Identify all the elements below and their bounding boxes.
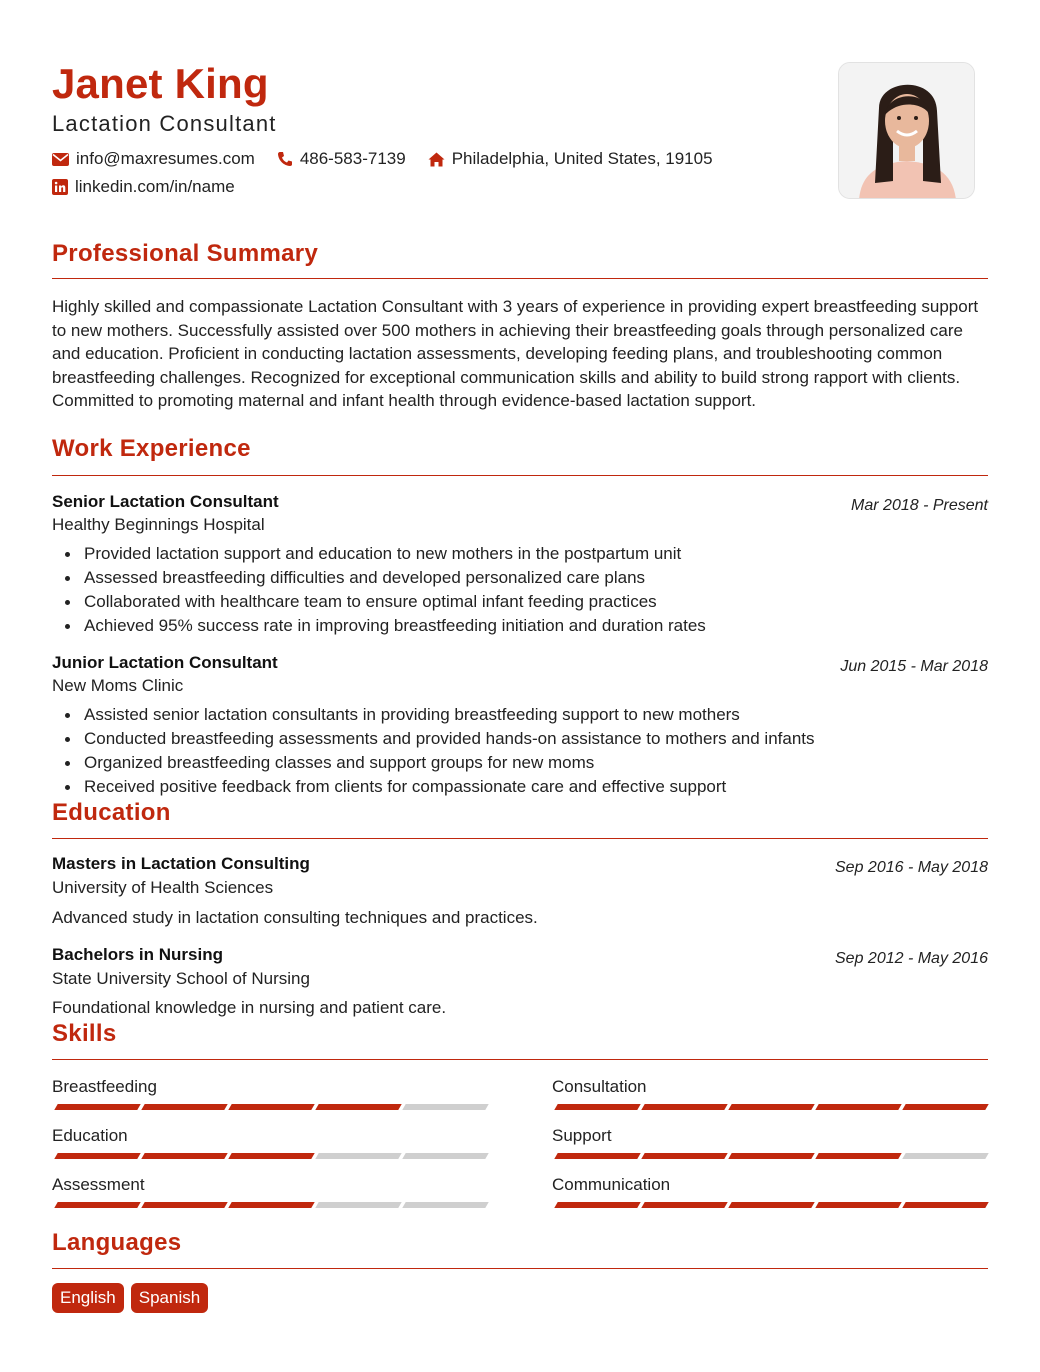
contact-linkedin[interactable] <box>52 177 235 197</box>
linkedin-icon <box>52 179 68 195</box>
skill-segment-filled <box>815 1202 901 1208</box>
envelope-icon <box>52 153 69 166</box>
skill-meter <box>56 1104 491 1110</box>
skill-segment-filled <box>54 1104 140 1110</box>
phone-icon <box>277 151 293 167</box>
skill-segment-filled <box>141 1202 227 1208</box>
degree-date: Sep 2012 - May 2016 <box>835 950 988 967</box>
school-name: State University School of Nursing <box>52 969 310 988</box>
job-bullets <box>84 542 706 638</box>
languages-heading: Languages <box>52 1229 182 1256</box>
summary-divider <box>52 278 988 279</box>
degree-description: Advanced study in lactation consulting techniques and practices. <box>52 908 538 927</box>
skill-segment-filled <box>902 1104 988 1110</box>
list-item: Assessed breastfeeding difficulties and developed personalized care plans <box>84 566 706 590</box>
school-name: University of Health Sciences <box>52 878 274 897</box>
job-date: Mar 2018 - Present <box>851 497 988 514</box>
contact-phone-text: 486-583-7139 <box>299 149 406 168</box>
skill-meter <box>56 1202 491 1208</box>
skill-segment-filled <box>815 1153 901 1159</box>
skill-name: Assessment <box>52 1175 145 1194</box>
skill-segment-filled <box>228 1153 314 1159</box>
contact-location-text: Philadelphia, United States, 19105 <box>451 149 713 168</box>
skill-segment-filled <box>641 1153 727 1159</box>
list-item: Organized breastfeeding classes and support groups for new moms <box>84 751 815 775</box>
skill-segment-filled <box>641 1202 727 1208</box>
skill-segment-empty <box>402 1202 488 1208</box>
skill-segment-empty <box>315 1153 401 1159</box>
candidate-name: Janet King <box>52 60 269 107</box>
contact-location <box>428 149 713 169</box>
skill-segment-empty <box>402 1153 488 1159</box>
degree-title: Bachelors in Nursing <box>52 945 223 964</box>
skill-segment-filled <box>728 1153 814 1159</box>
language-badge: Spanish <box>131 1283 208 1313</box>
job-title: Junior Lactation Consultant <box>52 653 278 672</box>
skill-segment-filled <box>815 1104 901 1110</box>
skill-meter <box>556 1202 991 1208</box>
skill-segment-empty <box>902 1153 988 1159</box>
skill-segment-empty <box>315 1202 401 1208</box>
skill-name: Support <box>552 1126 612 1145</box>
education-heading: Education <box>52 799 171 826</box>
contact-email-text: info@maxresumes.com <box>76 149 255 168</box>
skill-segment-filled <box>554 1202 640 1208</box>
skill-segment-filled <box>554 1104 640 1110</box>
contact-email[interactable] <box>52 149 255 169</box>
contact-phone[interactable] <box>277 149 406 169</box>
home-icon <box>428 152 445 167</box>
summary-heading: Professional Summary <box>52 240 319 267</box>
skill-meter <box>556 1153 991 1159</box>
skills-heading: Skills <box>52 1020 117 1047</box>
skill-segment-filled <box>141 1104 227 1110</box>
list-item: Achieved 95% success rate in improving breastfeeding initiation and duration rates <box>84 614 706 638</box>
contact-linkedin-text: linkedin.com/in/name <box>75 177 235 196</box>
degree-title: Masters in Lactation Consulting <box>52 854 310 873</box>
skill-segment-filled <box>728 1104 814 1110</box>
list-item: Conducted breastfeeding assessments and provided hands-on assistance to mothers and infants <box>84 727 815 751</box>
avatar-illustration <box>839 63 975 199</box>
candidate-title: Lactation Consultant <box>52 111 277 136</box>
skill-segment-empty <box>402 1104 488 1110</box>
skill-name: Breastfeeding <box>52 1077 157 1096</box>
contact-row-1 <box>52 149 735 169</box>
contact-row-2 <box>52 177 257 197</box>
skill-meter <box>56 1153 491 1159</box>
job-title: Senior Lactation Consultant <box>52 492 279 511</box>
skill-segment-filled <box>54 1153 140 1159</box>
skill-name: Education <box>52 1126 128 1145</box>
language-list <box>52 1283 215 1313</box>
degree-description: Foundational knowledge in nursing and patient care. <box>52 998 447 1017</box>
languages-divider <box>52 1268 988 1269</box>
skill-segment-filled <box>902 1202 988 1208</box>
profile-photo <box>838 62 975 199</box>
skill-segment-filled <box>228 1104 314 1110</box>
skill-segment-filled <box>141 1153 227 1159</box>
skill-segment-filled <box>315 1104 401 1110</box>
skill-name: Consultation <box>552 1077 647 1096</box>
list-item: Collaborated with healthcare team to ensure optimal infant feeding practices <box>84 590 706 614</box>
list-item: Received positive feedback from clients for compassionate care and effective support <box>84 775 815 799</box>
skill-segment-filled <box>728 1202 814 1208</box>
skill-segment-filled <box>554 1153 640 1159</box>
job-date: Jun 2015 - Mar 2018 <box>840 658 988 675</box>
skill-name: Communication <box>552 1175 671 1194</box>
skill-meter <box>556 1104 991 1110</box>
job-employer: Healthy Beginnings Hospital <box>52 515 265 534</box>
education-divider <box>52 838 988 839</box>
degree-date: Sep 2016 - May 2018 <box>835 859 988 876</box>
job-employer: New Moms Clinic <box>52 676 184 695</box>
list-item: Provided lactation support and education to new mothers in the postpartum unit <box>84 542 706 566</box>
skills-divider <box>52 1059 988 1060</box>
skill-segment-filled <box>641 1104 727 1110</box>
language-badge: English <box>52 1283 124 1313</box>
skill-segment-filled <box>228 1202 314 1208</box>
list-item: Assisted senior lactation consultants in providing breastfeeding support to new mothers <box>84 703 815 727</box>
skill-segment-filled <box>54 1202 140 1208</box>
summary-text: Highly skilled and compassionate Lactation Consultant with 3 years of experience in providing expert breastfeeding support to new mothers. Successfully assisted over 500 mothers in achieving their breastfeeding goals through personalized care and education. Proficient in conducting lactation assessments, developing feeding plans, and troubleshooting common breastfeeding challenges. Recognized for exceptional communication skills and ability to build strong rapport with clients. Committed to promoting maternal and infant health through evidence-based lactation support. <box>52 297 979 410</box>
experience-heading: Work Experience <box>52 435 251 462</box>
job-bullets <box>84 703 815 799</box>
experience-divider <box>52 475 988 476</box>
